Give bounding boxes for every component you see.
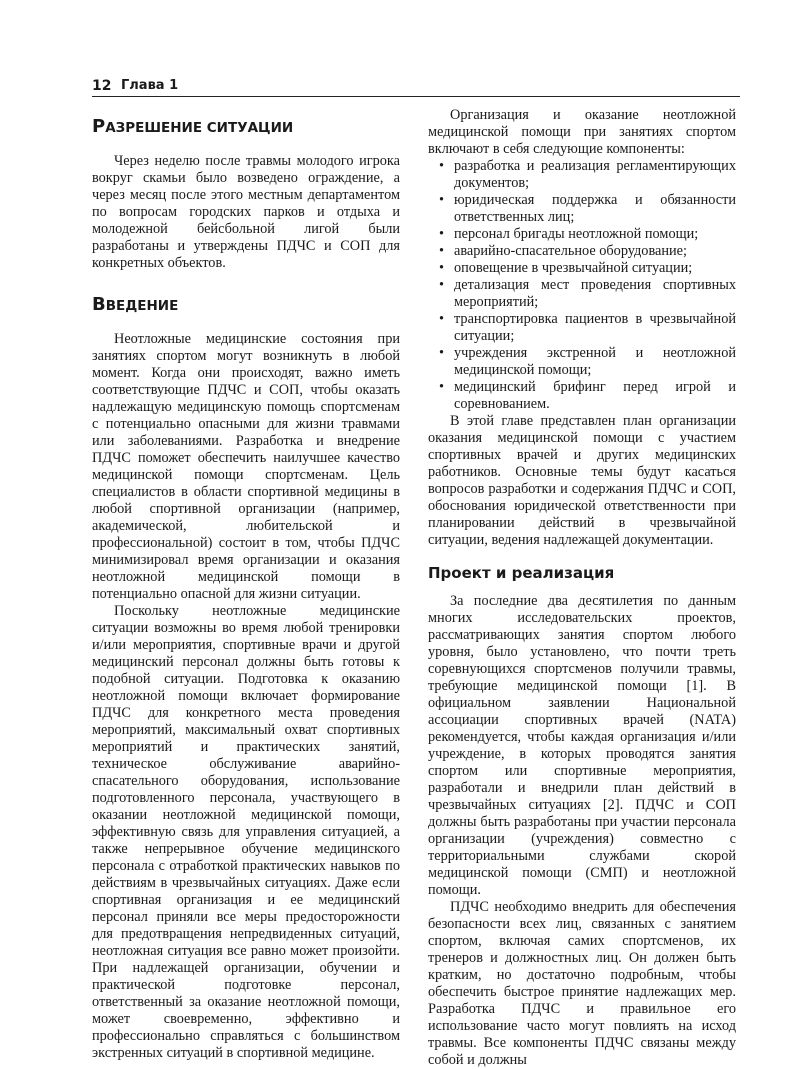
left-column	[92, 116, 400, 1062]
list-item: • медицинский брифинг перед игрой и соревнованием.	[450, 379, 736, 413]
list-item: • разработка и реализация регламентирующих документов;	[450, 158, 736, 192]
chapter-label: Глава 1	[121, 78, 179, 93]
chapter-overview-paragraph: В этой главе представлен план организации оказания медицинской помощи с участием спортивных врачей и других медицинских работников. Основные темы будут касаться вопросов разработки и содержания ПДЧС и СОП, обоснования юридической ответственности при планировании действий в чрезвычайной ситуации, ведения надлежащей документации.	[428, 413, 736, 548]
section-title-introduction: ВВЕДЕНИЕ	[92, 294, 179, 315]
page-number: 12	[92, 78, 112, 94]
list-item: • аварийно-спасательное оборудование;	[450, 243, 736, 260]
list-item: • транспортировка пациентов в чрезвычайной ситуации;	[450, 311, 736, 345]
list-item: • детализация мест проведения спортивных мероприятий;	[450, 277, 736, 311]
subheading-project: Проект и реализация	[428, 564, 615, 582]
resolution-paragraph: Через неделю после травмы молодого игрока вокруг скамьи было возведено ограждение, а через месяц после этого местным департаментом по вопросам городских парков и отдыха и молодежной бейсбольной лигой были разработаны и утверждены ПДЧС и СОП для конкретных объектов.	[92, 153, 400, 271]
list-item: • оповещение в чрезвычайной ситуации;	[450, 260, 736, 277]
right-column	[428, 107, 736, 1069]
section-title-resolution: РАЗРЕШЕНИЕ СИТУАЦИИ	[92, 116, 294, 137]
list-item: • персонал бригады неотложной помощи;	[450, 226, 736, 243]
list-item: • учреждения экстренной и неотложной медицинской помощи;	[450, 345, 736, 379]
list-item: • юридическая поддержка и обязанности ответственных лиц;	[450, 192, 736, 226]
running-header	[92, 72, 740, 97]
intro-paragraph-2: Поскольку неотложные медицинские ситуации возможны во время любой тренировки и/или мероприятия, спортивные врачи и другой медицинский персонал должны быть готовы к подобной ситуации. Подготовка к оказанию неотложной помощи включает формирование ПДЧС для конкретного места проведения мероприятий, максимальный охват спортивных мероприятий и практических занятий, техническое обслуживание аварийно-спасательного оборудования, использование подготовленного персонала, участвующего в оказании неотложной медицинской помощи, эффективную связь для управления ситуацией, а также непрерывное обучение медицинского персонала с отработкой практических навыков по действиям в чрезвычайных ситуациях. Даже если спортивная организация и ее медицинский персонал приняли все меры предосторожности для предотвращения непредвиденных ситуаций, неотложная ситуация все равно может произойти. При надлежащей организации, обучении и практической подготовке персонал, ответственный за оказание неотложной помощи, может своевременно, эффективно и профессионально справляться с большинством экстренных ситуаций в спортивной медицине.	[92, 603, 400, 1061]
project-paragraph-1: За последние два десятилетия по данным многих исследовательских проектов, рассматривающих занятия спортом любого уровня, было установлено, что почти треть соревнующихся спортсменов получили травмы, требующие медицинской помощи [1]. В официальном заявлении Национальной ассоциации спортивных врачей (NATA) рекомендуется, чтобы каждая организация и/или учреждение, в которых проводятся занятия спортом или спортивные мероприятия, разработали и внедрили план действий в чрезвычайных ситуациях [2]. ПДЧС и СОП должны быть разработаны при участии персонала организации (учреждения) совместно с территориальными службами скорой медицинской помощи (СМП) и неотложной помощи.	[428, 593, 736, 898]
components-list	[428, 158, 736, 413]
components-intro: Организация и оказание неотложной медицинской помощи при занятиях спортом включают в себя следующие компоненты:	[428, 107, 736, 157]
project-paragraph-2: ПДЧС необходимо внедрить для обеспечения безопасности всех лиц, связанных с занятием спортом, включая самих спортсменов, их тренеров и должностных лиц. Он должен быть кратким, но достаточно подробным, чтобы обеспечить быстрое принятие надлежащих мер. Разработка ПДЧС и правильное его использование часто могут повлиять на исход травмы. Все компоненты ПДЧС связаны между собой и должны	[428, 899, 736, 1068]
intro-paragraph-1: Неотложные медицинские состояния при занятиях спортом могут возникнуть в любой момент. Когда они происходят, важно иметь соответствующие ПДЧС и СОП, чтобы оказать надлежащую медицинскую помощь спортсменам с потенциально опасными для жизни травмами или заболеваниями. Разработка и внедрение ПДЧС поможет обеспечить наилучшее качество медицинской помощи спортсменам. Цель специалистов в области спортивной медицины в любой спортивной организации (например, академической, любительской и профессиональной) состоит в том, чтобы ПДЧС минимизировал время организации и оказания неотложной медицинской помощи в потенциально опасной для жизни ситуации.	[92, 331, 400, 602]
